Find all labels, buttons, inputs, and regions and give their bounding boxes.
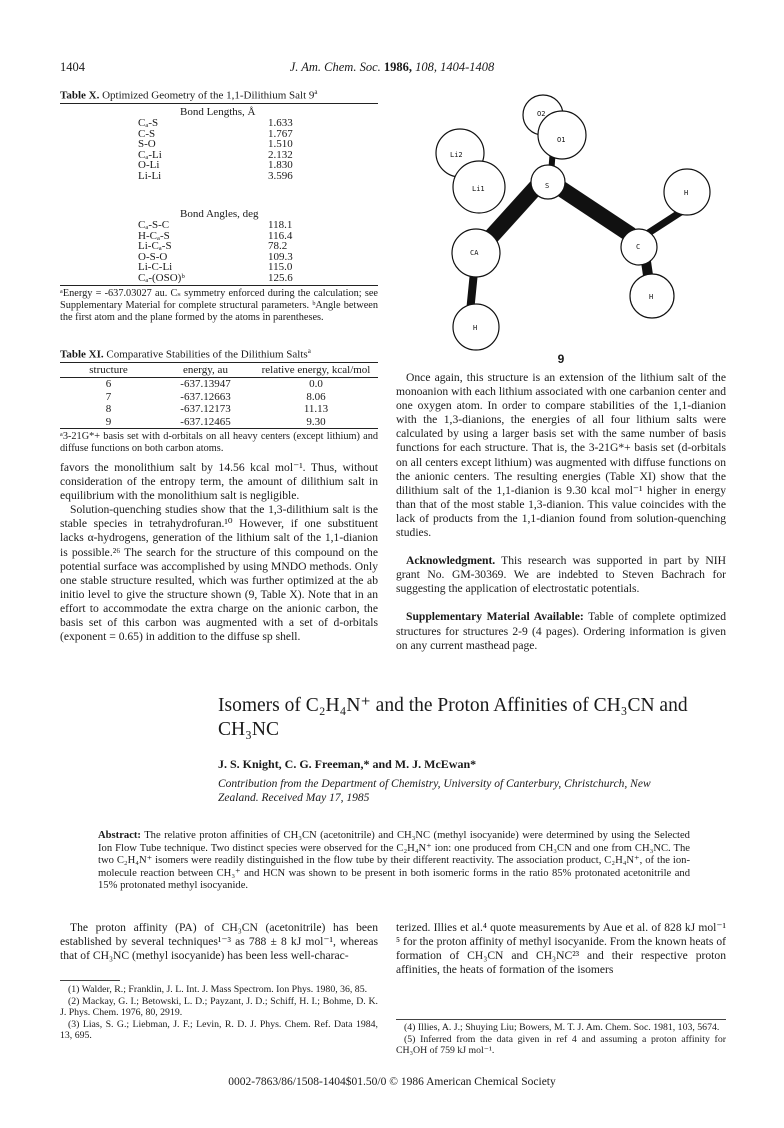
reference: (4) Illies, A. J.; Shuying Liu; Bowers, M. T. J. Am. Chem. Soc. 1981, 103, 5674. bbox=[404, 1022, 720, 1033]
bond-value: 1.633 bbox=[268, 117, 293, 129]
bond-value: 1.510 bbox=[268, 138, 293, 151]
bond-name: Li-C-Li bbox=[138, 261, 173, 274]
bond-name: Cₐ-(OSO)ᵇ bbox=[138, 271, 185, 284]
acknowledgment bbox=[396, 554, 726, 596]
atom-label-h-bottom: H bbox=[473, 324, 478, 332]
article-title-line-1: Isomers of C₂H₄N⁺ and the Proton Affinities of CH₃CN and bbox=[218, 695, 688, 716]
table-x-rule-bottom bbox=[60, 285, 378, 286]
page-number: 1404 bbox=[60, 60, 85, 74]
table-xi-rule-bottom bbox=[60, 428, 378, 429]
table-cell: 8 bbox=[105, 403, 112, 415]
supp-text: Table of complete optimized structures for structures 2-9 (4 pages). Ordering information is given on any current masthead page. bbox=[396, 610, 726, 652]
journal-year: 1986, bbox=[383, 60, 413, 74]
atom-label-o2: O2 bbox=[537, 110, 546, 118]
article-body-right-text: terized. Illies et al.⁴ quote measurements by Aue et al. of 828 kJ mol⁻¹ ⁵ for the proton affinity of methyl isocyanide. From the known heats of formation of CH₃CN and CH₃NC²³ and their respective proton affinities, the heats of formation of the isomers bbox=[396, 921, 726, 977]
table-cell: 6 bbox=[105, 378, 112, 390]
left-paragraph-2: Solution-quenching studies show that the 1,3-dilithium salt is the stable species in tetrahydrofuran.¹⁰ However, if one substituent lacks α-hydrogens, generation of the lithium salt of the 1,1-dianion is possible.²⁶ The search for the structure of this compound on the potential surface was accomplished by using MNDO methods. Only one stable structure resulted, which was further optimized at the ab initio level to give the structure shown (9, Table X). Note that in an effort to accommodate the extra charge on the anionic carbon, the basis set of this carbon was augmented with a set of d-orbitals (exponent = 0.65) in addition to the diffuse sp shell. bbox=[60, 503, 378, 644]
supp-heading: Supplementary Material Available: bbox=[406, 610, 584, 624]
table-xi-caption: Table XI. Comparative Stabilities of the Dilithium Salts$^a$ bbox=[60, 347, 311, 361]
bond-value: 115.0 bbox=[268, 261, 293, 274]
left-paragraph-1: favors the monolithium salt by 14.56 kcal mol⁻¹. Thus, without consideration of the entropy term, the amount of dilithium salt in equilibrium with the monolithium salt is negligible. bbox=[60, 461, 378, 503]
table-cell: 9.30 bbox=[306, 415, 326, 428]
table-cell: -637.13947 bbox=[180, 378, 231, 390]
article-body-right bbox=[396, 921, 726, 977]
col-header-relative-energy: relative energy, kcal/mol bbox=[254, 363, 378, 378]
structure-9-figure bbox=[412, 90, 732, 352]
bond-value: 3.596 bbox=[268, 169, 293, 182]
table-x-rule-top bbox=[60, 103, 378, 104]
table-row bbox=[60, 403, 378, 416]
table-row bbox=[60, 416, 378, 429]
article-body-left bbox=[60, 921, 378, 963]
abstract-label: Abstract: bbox=[98, 830, 141, 841]
table-cell: -637.12465 bbox=[180, 415, 231, 428]
references-right bbox=[396, 1022, 726, 1057]
article-authors: J. S. Knight, C. G. Freeman,* and M. J. McEwan* bbox=[218, 757, 477, 771]
structure-9-label: 9 bbox=[557, 352, 565, 366]
bond-value: 78.2 bbox=[268, 240, 288, 253]
bond-value: 116.4 bbox=[268, 229, 293, 242]
atom-label-ca: CA bbox=[470, 249, 479, 257]
reference: (5) Inferred from the data given in ref 4 and assuming a proton affinity for CH₃OH of 759 kJ mol⁻¹. bbox=[396, 1033, 726, 1057]
col-header-structure: structure bbox=[60, 363, 157, 378]
right-body-column bbox=[396, 371, 726, 653]
journal-header bbox=[0, 60, 784, 75]
atom-label-h-upper: H bbox=[684, 189, 689, 197]
bond-name: Li-Li bbox=[138, 169, 162, 182]
geometry-row bbox=[138, 171, 293, 182]
col-header-energy: energy, au bbox=[157, 363, 254, 378]
bond-name: Cₐ-Li bbox=[138, 148, 162, 161]
bond-name: Li-Cₐ-S bbox=[138, 240, 172, 253]
journal-name: J. Am. Chem. Soc. bbox=[289, 60, 381, 74]
geometry-row bbox=[138, 220, 293, 231]
left-body-column bbox=[60, 461, 378, 644]
right-paragraph: Once again, this structure is an extension of the lithium salt of the monoanion with each lithium associated with one carbanion center and one oxygen atom. In order to compare stabilities of the 1,1-dianion with the 1,3-dianions, the energies of all four lithium salts were calculated by using a larger basis set with the same number of basis functions for each structure. That is, the 3-21G*+ basis set (d-orbitals on all centers except lithium) was augmented with diffuse functions on the anionic centers. The resulting energies (Table XI) show that the dilithium salt of the 1,1-dianion is 9.30 kcal mol⁻¹ higher in energy than that of the most stable 1,3-dianion. This value coincides with the lack of products from the 1,1-dianion found from solution-quenching studies. bbox=[396, 371, 726, 540]
bond-angles-table bbox=[138, 220, 293, 284]
reference: (2) Mackay, G. I.; Betowski, L. D.; Payzant, J. D.; Schiff, H. I.; Bohme, D. K. J. Phys. Chem. 1976, 80, 2919. bbox=[60, 995, 378, 1019]
article-body-left-text: The proton affinity (PA) of CH₃CN (acetonitrile) has been established by several techniques¹⁻³ as 788 ± 8 kJ mol⁻¹, whereas that of CH₃NC (methyl isocyanide) has been less well-charac- bbox=[60, 921, 378, 963]
table-header-row bbox=[60, 363, 378, 378]
bond-value: 125.6 bbox=[268, 271, 293, 284]
atom-label-li1: Li1 bbox=[472, 185, 485, 193]
table-cell: -637.12663 bbox=[180, 390, 231, 403]
reference: (3) Lias, S. G.; Liebman, J. F.; Levin, R. D. J. Phys. Chem. Ref. Data 1984, 13, 695. bbox=[60, 1018, 378, 1042]
ack-heading: Acknowledgment. bbox=[406, 554, 496, 568]
table-cell: 11.13 bbox=[303, 403, 329, 415]
journal-volume: 108, bbox=[415, 60, 438, 74]
atom-label-h-lower: H bbox=[649, 293, 654, 301]
table-x-label: Table X. bbox=[60, 89, 100, 102]
table-row bbox=[60, 391, 378, 404]
table-cell: -637.12173 bbox=[180, 403, 231, 415]
atom-label-c: C bbox=[636, 243, 641, 251]
article-affiliation: Contribution from the Department of Chemistry, University of Canterbury, Christchurch, New Zealand. Received May 17, 1985 bbox=[218, 778, 651, 804]
references-left bbox=[60, 984, 378, 1042]
bond-name: S-O bbox=[138, 138, 156, 151]
article-title bbox=[218, 694, 738, 742]
bond-name: Cₐ-S-C bbox=[138, 219, 170, 231]
abstract-text: The relative proton affinities of CH₃CN (acetonitrile) and CH₃NC (methyl isocyanide) were determined by using the Selected Ion Flow Tube technique. Two distinct species were observed for the C₂H₄N⁺ ion: one produced from CH₃CN and one from CH₃NC. The two C₂H₄N⁺ isomers were readily distinguished in the flow tube by their different reactivity. The association product, C₂H₄N⁺, of the ion-molecule reaction between CH₃⁺ and HCN was shown to be present in both isomeric forms in the ratio 85% protonated acetonitrile and 15% protonated methyl isocyanide. bbox=[98, 830, 690, 892]
ack-text: This research was supported in part by NIH grant No. GM-30369. We are indebted to Steven Bachrach for suggesting the application of electrostatic potentials. bbox=[396, 554, 726, 596]
bond-value: 109.3 bbox=[268, 250, 293, 263]
table-cell: 8.06 bbox=[306, 390, 326, 403]
atom-label-o1: O1 bbox=[557, 136, 566, 144]
bond-value: 1.767 bbox=[268, 127, 293, 140]
bond-name: O-Li bbox=[138, 159, 160, 172]
reference: (1) Walder, R.; Franklin, J. L. Int. J. Mass Spectrom. Ion Phys. 1980, 36, 85. bbox=[68, 984, 368, 995]
table-xi-label: Table XI. bbox=[60, 348, 104, 361]
bond-name: O-S-O bbox=[138, 250, 168, 263]
bond-name: C-S bbox=[138, 127, 156, 140]
table-cell: 7 bbox=[105, 390, 112, 403]
table-cell: 0.0 bbox=[309, 378, 323, 390]
copyright-footer: 0002-7863/86/1508-1404$01.50/0 © 1986 American Chemical Society bbox=[228, 1076, 556, 1088]
bond-value: 118.1 bbox=[268, 219, 293, 231]
table-x-footnote: ᵃEnergy = -637.03027 au. Cₛ symmetry enforced during the calculation; see Supplementary Material for complete structural parameters. ᵇAngle between the first atom and the plane formed by the atoms in parentheses. bbox=[60, 288, 378, 324]
table-x-caption-text: Optimized Geometry of the 1,1-Dilithium Salt 9 bbox=[102, 89, 315, 102]
table-cell: 9 bbox=[105, 415, 112, 428]
refs-right-rule bbox=[396, 1019, 726, 1020]
stabilities-table bbox=[60, 363, 378, 428]
supplementary-material bbox=[396, 610, 726, 652]
atom-o1 bbox=[538, 111, 586, 159]
geometry-row bbox=[138, 273, 293, 284]
bond-value: 1.830 bbox=[268, 159, 293, 172]
table-xi-caption-text: Comparative Stabilities of the Dilithium Salts bbox=[106, 348, 308, 361]
journal-pages: 1404-1408 bbox=[440, 60, 495, 74]
abstract bbox=[98, 830, 690, 893]
bond-name: H-Cₐ-S bbox=[138, 229, 170, 242]
bond-lengths-table bbox=[138, 118, 293, 182]
bond-value: 2.132 bbox=[268, 148, 293, 161]
refs-left-rule bbox=[60, 980, 120, 981]
article-title-line-2: CH₃NC bbox=[218, 719, 279, 740]
table-xi-footnote: ᵃ3-21G*+ basis set with d-orbitals on all heavy centers (except lithium) and diffuse functions on both carbon atoms. bbox=[60, 431, 378, 455]
geometry-row bbox=[138, 118, 293, 129]
table-row bbox=[60, 378, 378, 391]
bond-angles-heading: Bond Angles, deg bbox=[180, 208, 259, 220]
atom-label-s: S bbox=[545, 182, 550, 190]
table-x-caption: Table X. Optimized Geometry of the 1,1-Dilithium Salt 9$^a$ bbox=[60, 88, 318, 102]
bond-name: Cₐ-S bbox=[138, 117, 159, 129]
bond-lengths-heading: Bond Lengths, Å bbox=[180, 106, 256, 118]
atom-label-li2: Li2 bbox=[450, 151, 463, 159]
